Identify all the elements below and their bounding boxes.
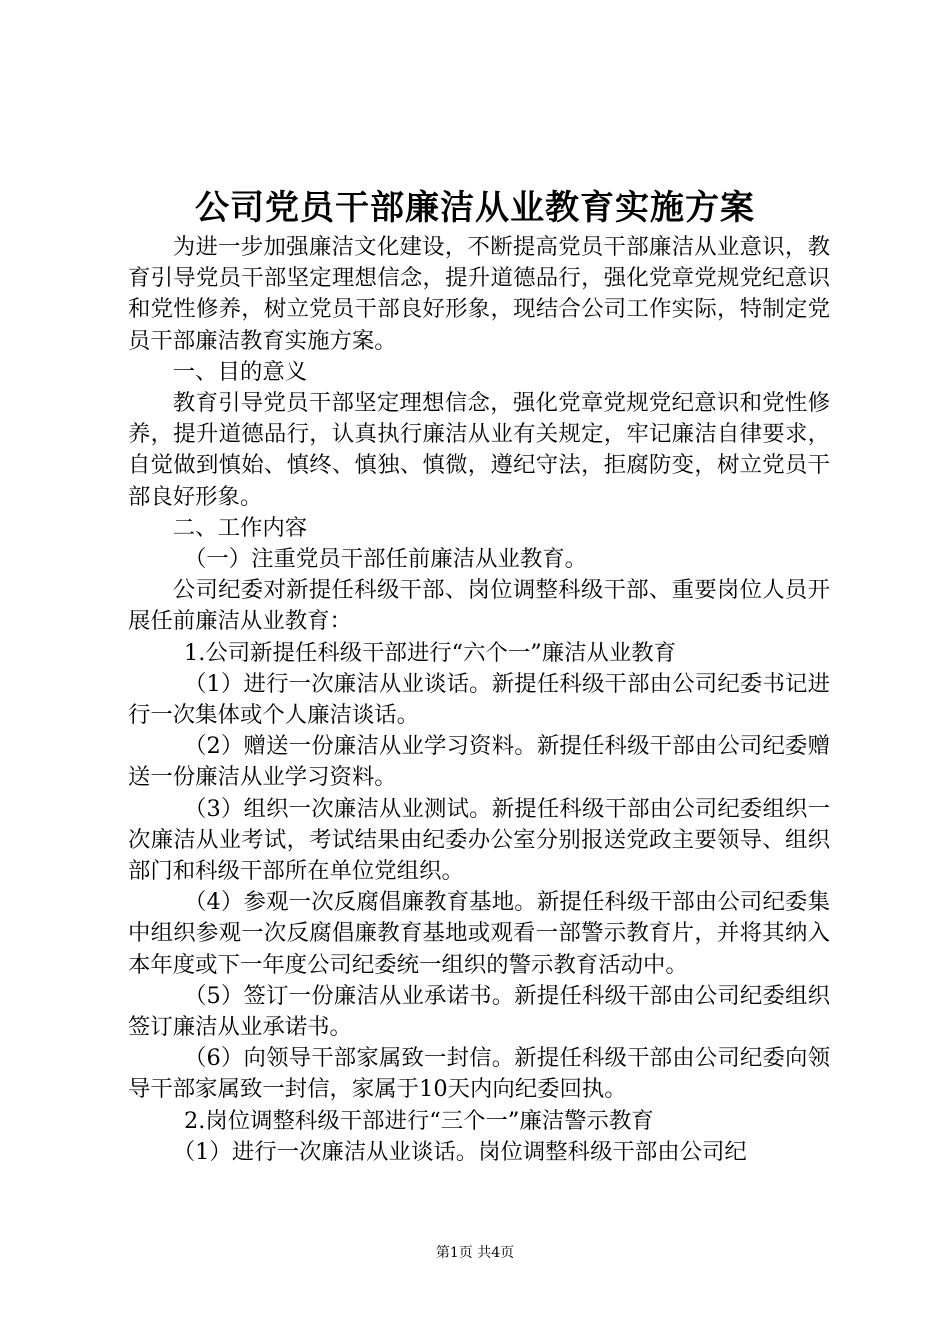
document-title: 公司党员干部廉洁从业教育实施方案 [195,188,755,228]
intro-paragraph: 为进一步加强廉洁文化建设，不断提高党员干部廉洁从业意识，教育引导党员干部坚定理想信念，提升道德品行，强化党章党规党纪意识和党性修养，树立党员干部良好形象，现结合公司工作实际，特制定党员干部廉洁教育实施方案。 [128,234,830,354]
list-item: （6）向领导干部家属致一封信。新提任科级干部由公司纪委向领导干部家属致一封信，家属于10天内向纪委回执。 [128,1045,830,1103]
item-heading-2: 2.岗位调整科级干部进行“三个一”廉洁警示教育 [184,1107,654,1134]
list-item: （4）参观一次反腐倡廉教育基地。新提任科级干部由公司纪委集中组织参观一次反腐倡廉教育基地或观看一部警示教育片，并将其纳入本年度或下一年度公司纪委统一组织的警示教育活动中。 [128,889,830,978]
list-item: （5）签订一份廉洁从业承诺书。新提任科级干部由公司纪委组织签订廉洁从业承诺书。 [128,982,830,1041]
list-item: （1）进行一次廉洁从业谈话。新提任科级干部由公司纪委书记进行一次集体或个人廉洁谈话。 [128,670,830,729]
section-heading-content: 二、工作内容 [172,514,308,541]
page-footer: 第1页 共4页 [435,1245,515,1261]
section-heading-purpose: 一、目的意义 [172,358,308,385]
item-heading-1: 1.公司新提任科级干部进行“六个一”廉洁从业教育 [184,639,677,666]
list-item: （3）组织一次廉洁从业测试。新提任科级干部由公司纪委组织一次廉洁从业考试，考试结果由纪委办公室分别报送党政主要领导、组织部门和科级干部所在单位党组织。 [128,795,830,885]
document-body [128,232,830,1168]
subsection-heading: （一）注重党员干部任前廉洁从业教育。 [184,546,588,573]
list-item: （2）赠送一份廉洁从业学习资料。新提任科级干部由公司纪委赠送一份廉洁从业学习资料。 [128,733,830,791]
purpose-paragraph: 教育引导党员干部坚定理想信念，强化党章党规党纪意识和党性修养，提升道德品行，认真执行廉洁从业有关规定，牢记廉洁自律要求，自觉做到慎始、慎终、慎独、慎微，遵纪守法，拒腐防变，树立党员干部良好形象。 [128,390,830,510]
list-item: （1）进行一次廉洁从业谈话。岗位调整科级干部由公司纪 [172,1138,747,1165]
content-paragraph: 公司纪委对新提任科级干部、岗位调整科级干部、重要岗位人员开展任前廉洁从业教育： [128,577,830,635]
